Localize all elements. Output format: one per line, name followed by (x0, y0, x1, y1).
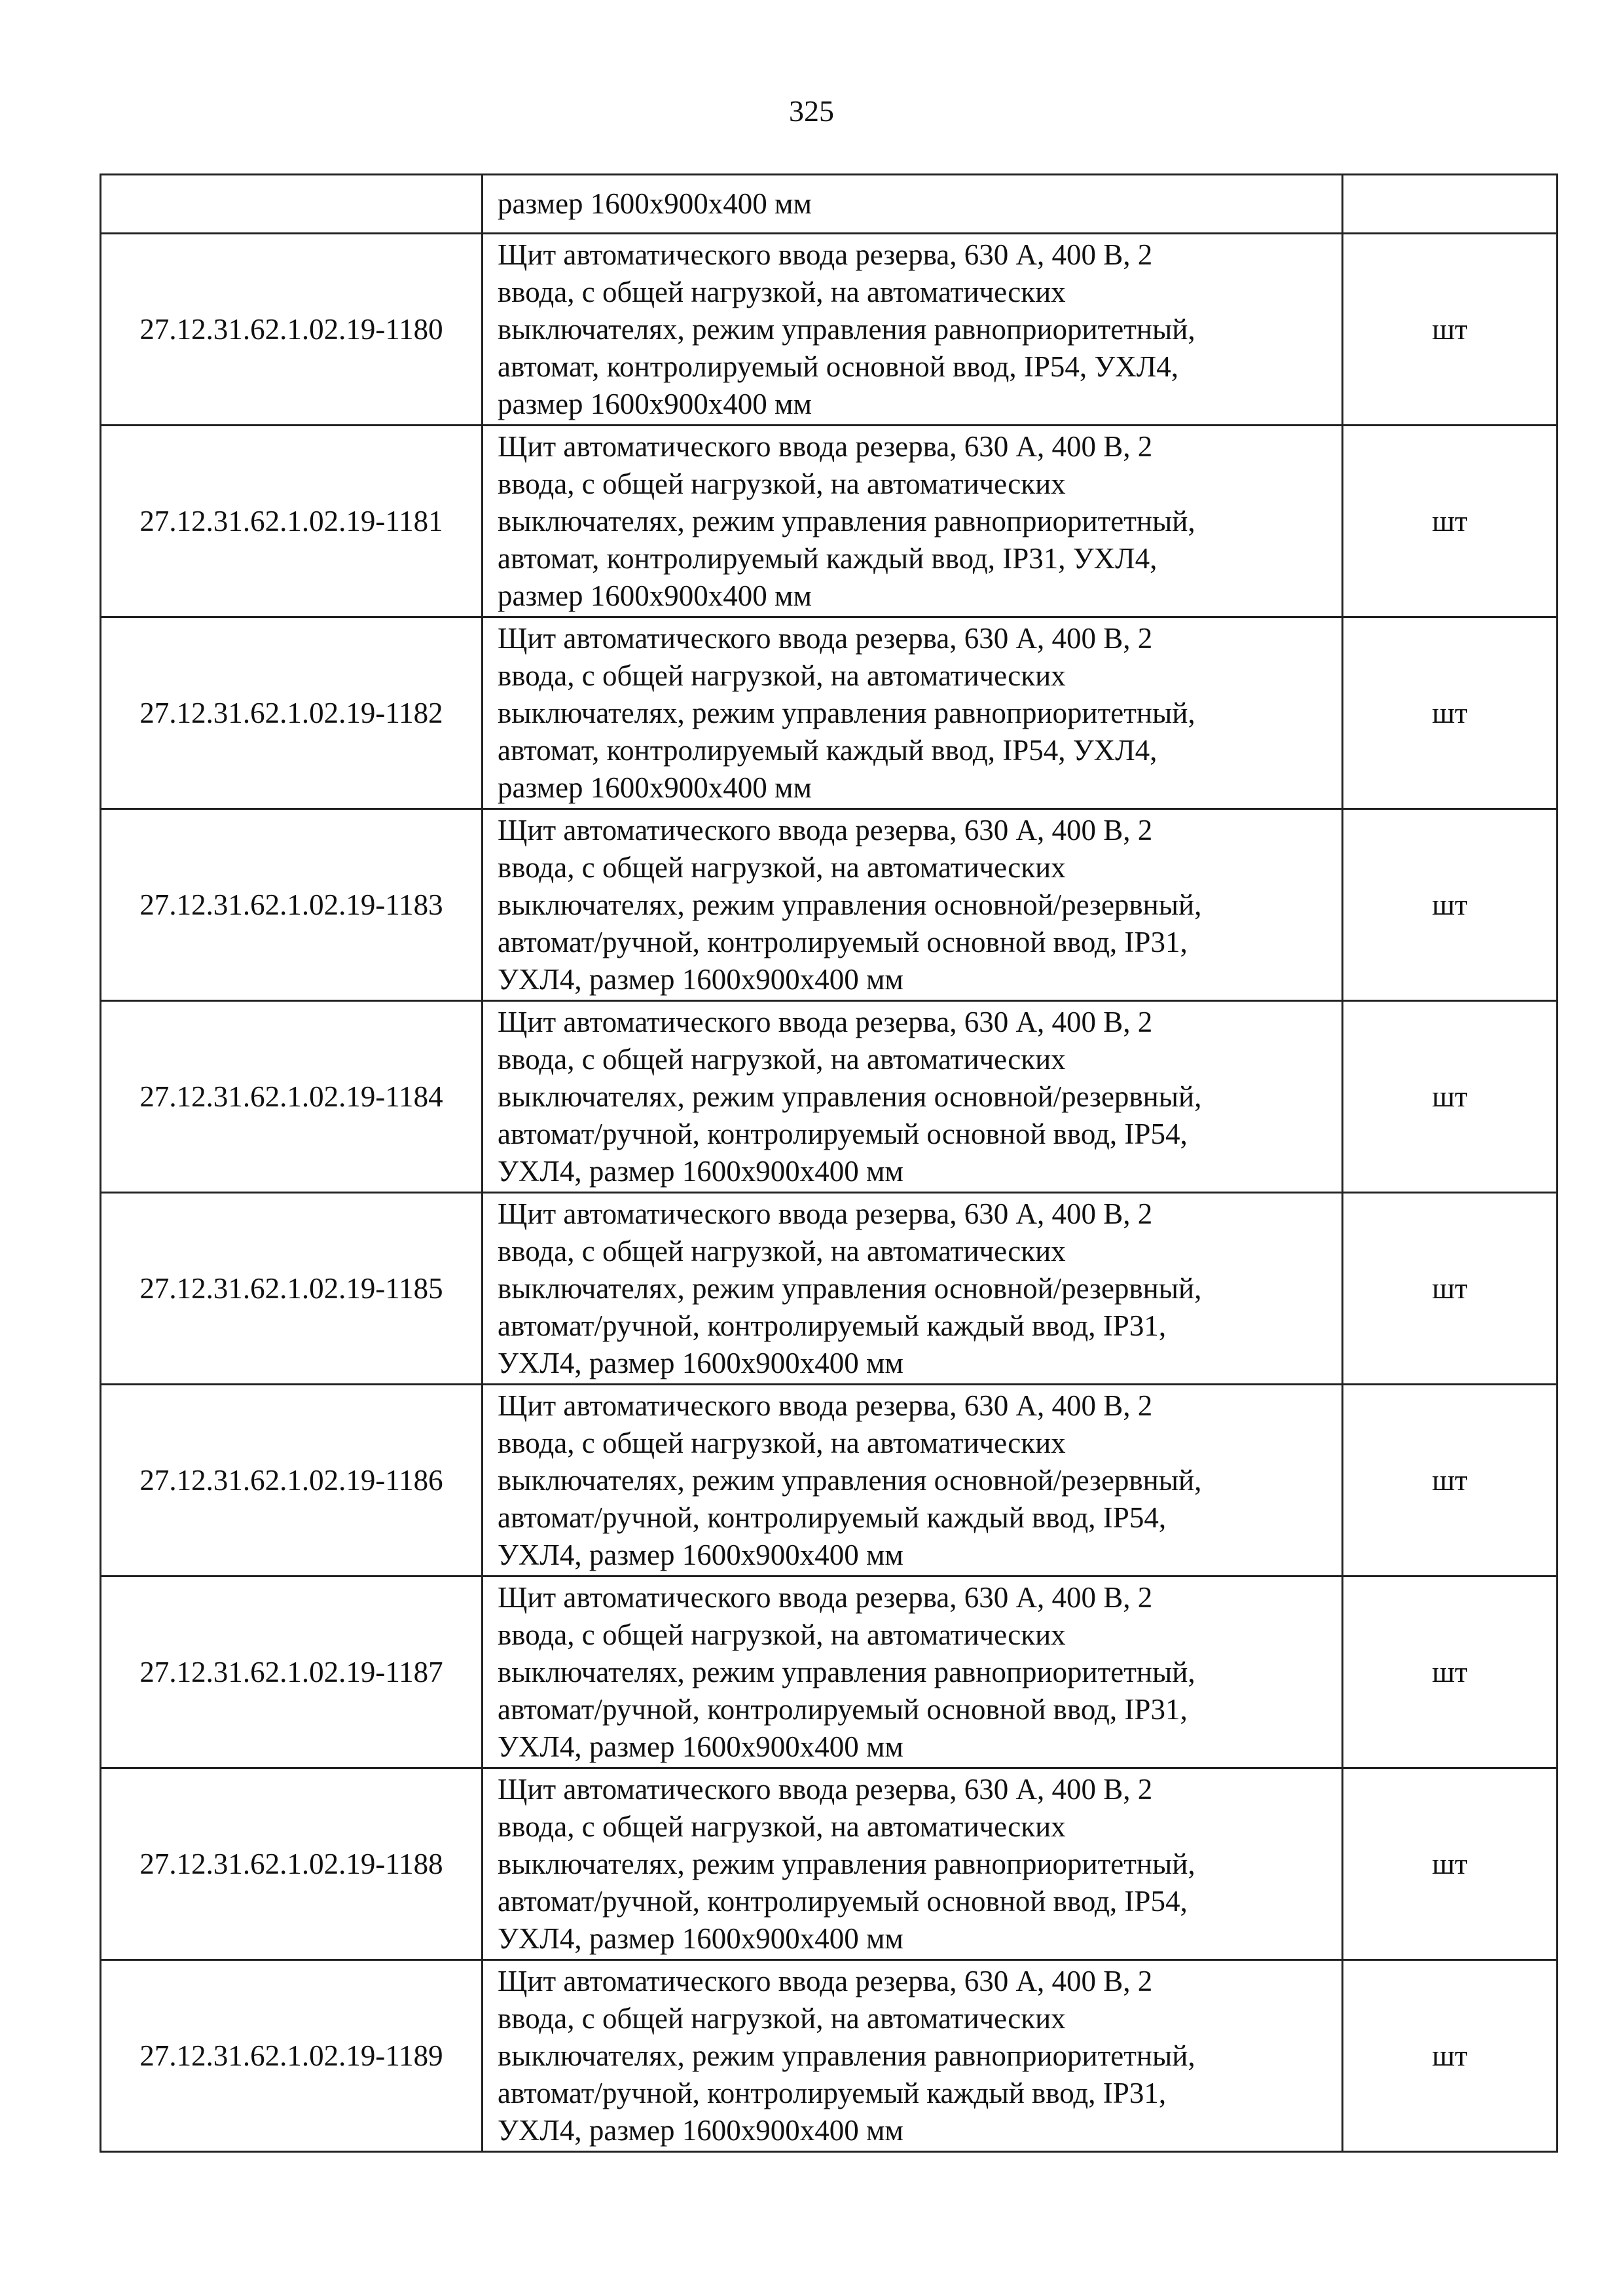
description-line: ввода, с общей нагрузкой, на автоматических (498, 1426, 1066, 1459)
item-unit: шт (1343, 809, 1558, 1001)
description-line: ввода, с общей нагрузкой, на автоматических (498, 275, 1066, 308)
item-code: 27.12.31.62.1.02.19-1187 (101, 1576, 483, 1768)
description-line: выключателях, режим управления основной/резервный, (498, 1463, 1202, 1497)
catalog-table-body (101, 175, 1558, 2152)
description-line: ввода, с общей нагрузкой, на автоматических (498, 1042, 1066, 1076)
description-line: Щит автоматического ввода резерва, 630 А, 400 В, 2 (498, 429, 1153, 463)
description-line: автомат/ручной, контролируемый каждый ввод, IP31, (498, 1309, 1167, 1342)
description-line: Щит автоматического ввода резерва, 630 А, 400 В, 2 (498, 1197, 1153, 1230)
description-line: автомат/ручной, контролируемый основной ввод, IP54, (498, 1884, 1188, 1918)
item-unit: шт (1343, 1768, 1558, 1960)
description-line: выключателях, режим управления равноприоритетный, (498, 696, 1195, 729)
item-code: 27.12.31.62.1.02.19-1180 (101, 234, 483, 426)
item-description (483, 809, 1343, 1001)
description-line: выключателях, режим управления равноприоритетный, (498, 1847, 1195, 1880)
description-line: автомат, контролируемый основной ввод, IP54, УХЛ4, (498, 350, 1178, 383)
description-line: УХЛ4, размер 1600x900x400 мм (498, 962, 903, 996)
description-line: автомат, контролируемый каждый ввод, IP31, УХЛ4, (498, 541, 1158, 575)
item-code: 27.12.31.62.1.02.19-1183 (101, 809, 483, 1001)
description-line: автомат/ручной, контролируемый основной ввод, IP54, (498, 1117, 1188, 1150)
item-description (483, 617, 1343, 809)
item-description (483, 1576, 1343, 1768)
item-code: 27.12.31.62.1.02.19-1188 (101, 1768, 483, 1960)
table-row (101, 617, 1558, 809)
item-unit: шт (1343, 1385, 1558, 1576)
description-line: УХЛ4, размер 1600x900x400 мм (498, 1346, 903, 1379)
description-line: УХЛ4, размер 1600x900x400 мм (498, 1538, 903, 1571)
description-line: Щит автоматического ввода резерва, 630 А, 400 В, 2 (498, 621, 1153, 655)
description-line: автомат, контролируемый каждый ввод, IP54, УХЛ4, (498, 733, 1158, 767)
table-row-continuation (101, 175, 1558, 234)
description-line: выключателях, режим управления равноприоритетный, (498, 2039, 1195, 2072)
item-description (483, 175, 1343, 234)
description-line: Щит автоматического ввода резерва, 630 А, 400 В, 2 (498, 1005, 1153, 1038)
description-line: выключателях, режим управления равноприоритетный, (498, 312, 1195, 346)
table-row (101, 1385, 1558, 1576)
table-row (101, 1193, 1558, 1385)
item-unit: шт (1343, 1001, 1558, 1193)
description-line: выключателях, режим управления основной/резервный, (498, 888, 1202, 921)
description-line: УХЛ4, размер 1600x900x400 мм (498, 1154, 903, 1188)
item-description (483, 1385, 1343, 1576)
description-line: Щит автоматического ввода резерва, 630 А, 400 В, 2 (498, 1389, 1153, 1422)
item-code: 27.12.31.62.1.02.19-1182 (101, 617, 483, 809)
description-line: Щит автоматического ввода резерва, 630 А, 400 В, 2 (498, 1772, 1153, 1806)
description-line: ввода, с общей нагрузкой, на автоматических (498, 1618, 1066, 1651)
description-line: автомат/ручной, контролируемый каждый ввод, IP54, (498, 1501, 1167, 1534)
description-line: размер 1600x900x400 мм (498, 771, 812, 804)
description-line: УХЛ4, размер 1600x900x400 мм (498, 1730, 903, 1763)
table-row (101, 1768, 1558, 1960)
item-unit: шт (1343, 234, 1558, 426)
description-line: Щит автоматического ввода резерва, 630 А, 400 В, 2 (498, 813, 1153, 847)
description-line: ввода, с общей нагрузкой, на автоматических (498, 467, 1066, 500)
description-line: УХЛ4, размер 1600x900x400 мм (498, 2113, 903, 2147)
item-description (483, 1768, 1343, 1960)
item-code: 27.12.31.62.1.02.19-1185 (101, 1193, 483, 1385)
item-code (101, 175, 483, 234)
item-description (483, 1193, 1343, 1385)
item-description (483, 1960, 1343, 2152)
description-line: ввода, с общей нагрузкой, на автоматических (498, 850, 1066, 884)
description-line: УХЛ4, размер 1600x900x400 мм (498, 1922, 903, 1955)
table-row (101, 234, 1558, 426)
item-unit: шт (1343, 426, 1558, 617)
item-unit: шт (1343, 1960, 1558, 2152)
description-line: выключателях, режим управления основной/резервный, (498, 1080, 1202, 1113)
description-line: Щит автоматического ввода резерва, 630 А, 400 В, 2 (498, 1580, 1153, 1614)
description-line: размер 1600x900x400 мм (498, 387, 812, 420)
item-description (483, 1001, 1343, 1193)
description-line: ввода, с общей нагрузкой, на автоматических (498, 1234, 1066, 1267)
item-code: 27.12.31.62.1.02.19-1189 (101, 1960, 483, 2152)
catalog-table (100, 173, 1558, 2153)
description-line: автомат/ручной, контролируемый каждый ввод, IP31, (498, 2076, 1167, 2109)
page-number: 325 (789, 94, 834, 128)
table-row (101, 426, 1558, 617)
table-row (101, 1001, 1558, 1193)
item-description (483, 426, 1343, 617)
table-row (101, 1576, 1558, 1768)
description-line: выключателях, режим управления равноприоритетный, (498, 504, 1195, 538)
table-row (101, 1960, 1558, 2152)
description-line: автомат/ручной, контролируемый основной ввод, IP31, (498, 925, 1188, 958)
item-unit: шт (1343, 617, 1558, 809)
description-line: выключателях, режим управления равноприоритетный, (498, 1655, 1195, 1688)
item-unit: шт (1343, 1193, 1558, 1385)
description-line: размер 1600x900x400 мм (498, 579, 812, 612)
description-line: ввода, с общей нагрузкой, на автоматических (498, 1810, 1066, 1843)
item-description (483, 234, 1343, 426)
item-unit: шт (1343, 1576, 1558, 1768)
item-code: 27.12.31.62.1.02.19-1181 (101, 426, 483, 617)
description-line: Щит автоматического ввода резерва, 630 А, 400 В, 2 (498, 1964, 1153, 1997)
description-line: ввода, с общей нагрузкой, на автоматических (498, 659, 1066, 692)
description-line: размер 1600x900x400 мм (498, 187, 812, 220)
description-line: автомат/ручной, контролируемый основной ввод, IP31, (498, 1692, 1188, 1726)
item-code: 27.12.31.62.1.02.19-1186 (101, 1385, 483, 1576)
item-unit (1343, 175, 1558, 234)
table-row (101, 809, 1558, 1001)
description-line: выключателях, режим управления основной/резервный, (498, 1271, 1202, 1305)
description-line: ввода, с общей нагрузкой, на автоматических (498, 2001, 1066, 2035)
description-line: Щит автоматического ввода резерва, 630 А, 400 В, 2 (498, 238, 1153, 271)
item-code: 27.12.31.62.1.02.19-1184 (101, 1001, 483, 1193)
